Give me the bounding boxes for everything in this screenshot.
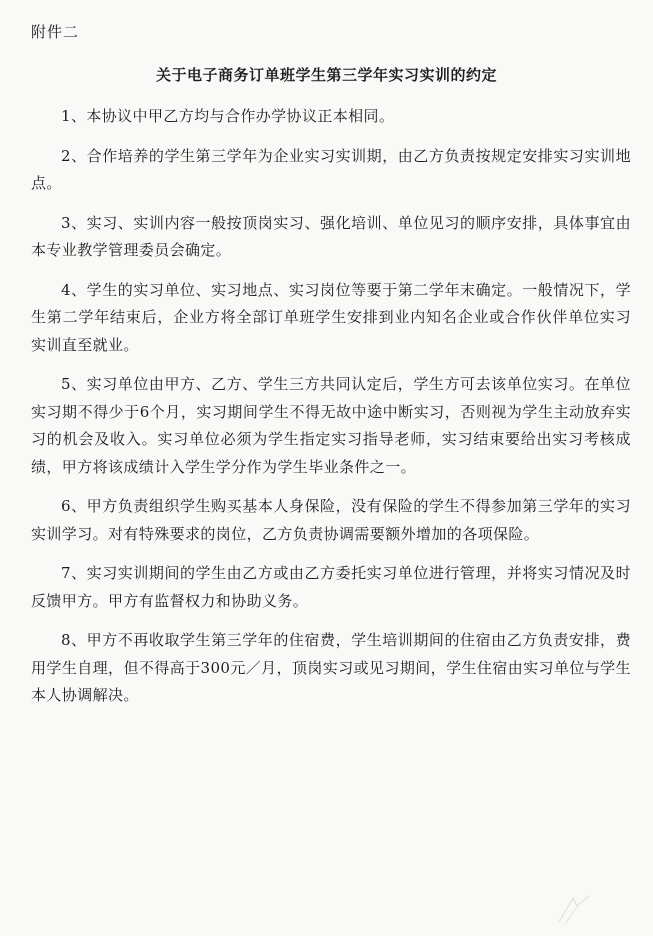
clause-3: 3、实习、实训内容一般按顶岗实习、强化培训、单位见习的顺序安排，具体事宜由本专业教学管理委员会确定。 [31, 213, 631, 259]
attachment-label: 附件二 [31, 23, 80, 41]
clause-list [31, 103, 631, 722]
document-title: 关于电子商务订单班学生第三学年实习实训的约定 [155, 66, 497, 84]
clause-7: 7、实习实训期间的学生由乙方或由乙方委托实习单位进行管理，并将实习情况及时反馈甲方。甲方有监督权力和协助义务。 [31, 564, 631, 610]
clause-4: 4、学生的实习单位、实习地点、实习岗位等要于第二学年末确定。一般情况下，学生第二学年结束后，企业方将全部订单班学生安排到业内知名企业或合作伙伴单位实习实训直至就业。 [31, 280, 631, 354]
clause-1: 1、本协议中甲乙方均与合作办学协议正本相同。 [61, 107, 395, 125]
clause-6: 6、甲方负责组织学生购买基本人身保险，没有保险的学生不得参加第三学年的实习实训学习。对有特殊要求的岗位，乙方负责协调需要额外增加的各项保险。 [31, 497, 631, 543]
clause-2: 2、合作培养的学生第三学年为企业实习实训期，由乙方负责按规定安排实习实训地点。 [31, 146, 631, 192]
clause-8: 8、甲方不再收取学生第三学年的住宿费，学生培训期间的住宿由乙方负责安排，费用学生自理，但不得高于300元／月，顶岗实习或见习期间，学生住宿由实习单位与学生本人协调解决。 [31, 631, 631, 704]
clause-5: 5、实习单位由甲方、乙方、学生三方共同认定后，学生方可去该单位实习。在单位实习期不得少于6个月，实习期间学生不得无故中途中断实习，否则视为学生主动放弃实习的机会及收入。实习单位必须为学生指定实习指导老师，实习结束要给出实习考核成绩，甲方将该成绩计入学生学分作为学生毕业条件之一。 [31, 375, 631, 476]
scan-artifact-mark [555, 892, 595, 926]
